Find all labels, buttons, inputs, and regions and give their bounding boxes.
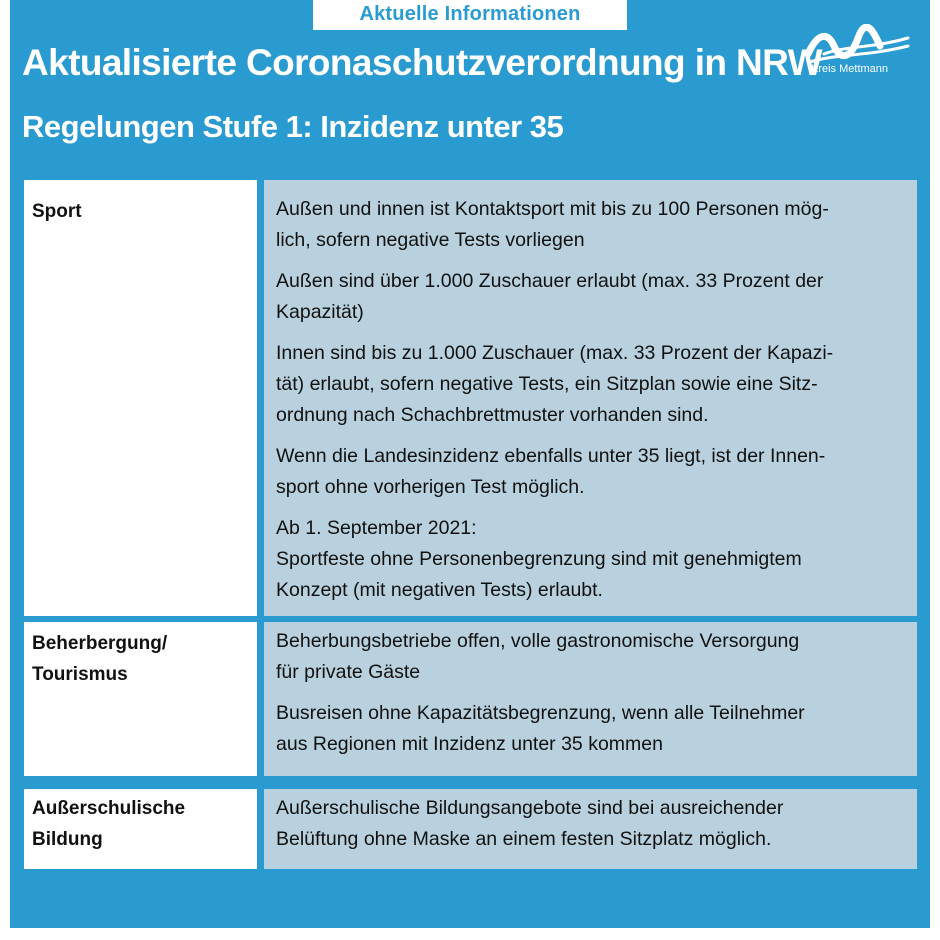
page-title: Aktualisierte Coronaschutzverordnung in NRW — [22, 42, 822, 83]
content-line: Belüftung ohne Maske an einem festen Sitzplatz möglich. — [276, 828, 772, 850]
content-paragraph — [276, 194, 905, 256]
content-paragraph — [276, 266, 905, 328]
row-label-line: Tourismus — [32, 664, 128, 685]
row-label — [24, 789, 257, 869]
page-subtitle: Regelungen Stufe 1: Inzidenz unter 35 — [22, 109, 564, 144]
row-label-line: Sport — [32, 201, 82, 222]
table-row-beherbergung — [24, 622, 917, 776]
content-line: Sportfeste ohne Personenbegrenzung sind mit genehmigtem — [276, 548, 802, 570]
content-line: für private Gäste — [276, 661, 421, 683]
content-paragraph — [276, 626, 905, 688]
logo-text: Kreis Mettmann — [811, 63, 889, 75]
content-line: Konzept (mit negativen Tests) erlaubt. — [276, 579, 603, 601]
row-label-line: Beherbergung/ — [32, 633, 168, 654]
content-line: Kapazität) — [276, 301, 364, 323]
row-content — [264, 789, 917, 869]
content-line: Beherbungsbetriebe offen, volle gastronomische Versorgung — [276, 630, 800, 652]
row-label-line: Außerschulische — [32, 798, 186, 819]
content-paragraph — [276, 513, 905, 606]
content-line: Außen sind über 1.000 Zuschauer erlaubt (max. 33 Prozent der — [276, 270, 824, 292]
content-line: Busreisen ohne Kapazitätsbegrenzung, wenn alle Teilnehmer — [276, 702, 805, 724]
table-row-sport — [24, 180, 917, 616]
content-line: lich, sofern negative Tests vorliegen — [276, 229, 585, 251]
content-line: Außerschulische Bildungsangebote sind bei ausreichender — [276, 797, 784, 819]
table-row-bildung — [24, 789, 917, 869]
content-paragraph — [276, 698, 905, 760]
tab-label: Aktuelle Informationen — [359, 3, 581, 25]
content-line: ordnung nach Schachbrettmuster vorhanden sind. — [276, 404, 709, 426]
row-label — [24, 622, 257, 776]
content-line: Wenn die Landesinzidenz ebenfalls unter 35 liegt, ist der Innen- — [276, 445, 826, 467]
row-label-line: Bildung — [32, 829, 103, 850]
row-label — [24, 180, 257, 616]
content-line: Außen und innen ist Kontaktsport mit bis zu 100 Personen mög- — [276, 198, 829, 220]
content-line: Ab 1. September 2021: — [276, 517, 477, 539]
content-paragraph — [276, 338, 905, 431]
content-paragraph — [276, 441, 905, 503]
content-line: aus Regionen mit Inzidenz unter 35 kommen — [276, 733, 663, 755]
content-line: Innen sind bis zu 1.000 Zuschauer (max. 33 Prozent der Kapazi- — [276, 342, 834, 364]
content-line: tät) erlaubt, sofern negative Tests, ein Sitzplan sowie eine Sitz- — [276, 373, 818, 395]
row-content — [264, 180, 917, 616]
content-line: sport ohne vorherigen Test möglich. — [276, 476, 585, 498]
content-paragraph — [276, 793, 905, 855]
row-content — [264, 622, 917, 776]
